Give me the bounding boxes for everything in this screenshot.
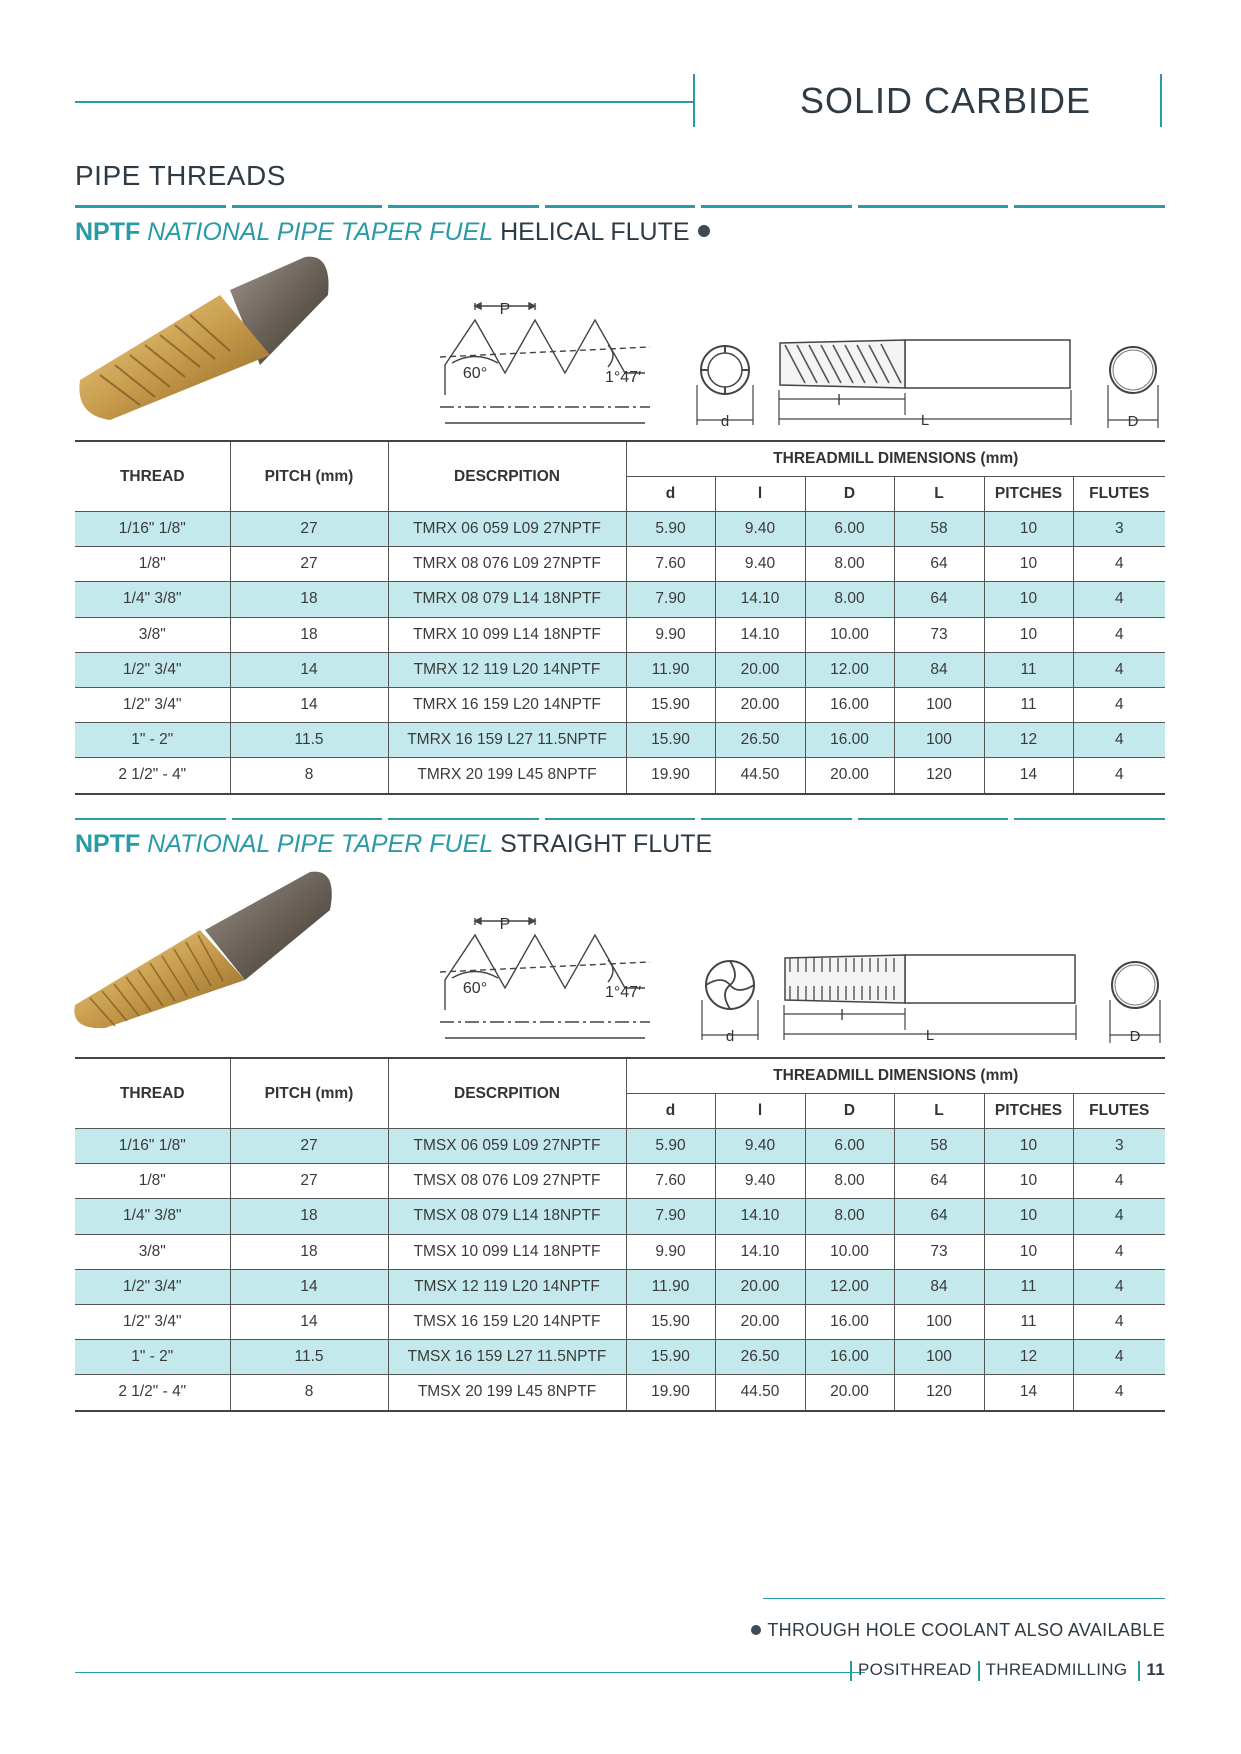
- section-2-title: [75, 830, 712, 859]
- cell-L: 100: [894, 723, 984, 758]
- cell-d: 7.90: [626, 582, 715, 617]
- cell-thread: 2 1/2" - 4": [118, 1383, 187, 1401]
- section-2-title-italic: NATIONAL PIPE TAPER FUEL: [147, 830, 494, 858]
- straight-table-body: [75, 1129, 1165, 1411]
- cell-d: 7.60: [626, 1164, 715, 1199]
- footer: [844, 1660, 1165, 1681]
- cell-d: 15.90: [626, 1340, 715, 1375]
- cell-d: 5.90: [626, 512, 715, 547]
- cell-L: 64: [894, 547, 984, 582]
- header-L: L: [894, 477, 984, 512]
- header-dimensions: THREADMILL DIMENSIONS (mm): [626, 1058, 1165, 1094]
- footer-sep: [978, 1661, 980, 1681]
- cell-L: 64: [894, 1164, 984, 1199]
- footer-rule: [75, 1672, 865, 1673]
- table-row: [75, 1375, 1165, 1411]
- cell-D: 16.00: [805, 723, 894, 758]
- cell-pitches: 10: [984, 1199, 1073, 1234]
- cell-flutes: 4: [1073, 1269, 1165, 1304]
- cell-d: 15.90: [626, 687, 715, 722]
- cell-flutes: 4: [1073, 652, 1165, 687]
- label-L-2: L: [925, 1027, 935, 1044]
- cell-flutes: 4: [1073, 1304, 1165, 1339]
- cell-L: 120: [894, 758, 984, 794]
- straight-flute-table: [75, 1057, 1165, 1412]
- coolant-dot-icon: [751, 1625, 761, 1635]
- cell-L: 73: [894, 1234, 984, 1269]
- cell-D: 8.00: [805, 1164, 894, 1199]
- section-rule: [75, 205, 1165, 209]
- cell-L: 120: [894, 1375, 984, 1411]
- tool-end-view-2: [700, 955, 760, 1045]
- header-flutes: FLUTES: [1073, 477, 1165, 512]
- label-L: L: [920, 412, 930, 429]
- cell-l: 9.40: [715, 1164, 805, 1199]
- footnote: [751, 1620, 1165, 1641]
- section-1-title: [75, 218, 710, 247]
- cell-description: TMRX 16 159 L27 11.5NPTF: [388, 723, 626, 758]
- section-title: PIPE THREADS: [75, 160, 286, 191]
- cell-description: TMSX 20 199 L45 8NPTF: [388, 1375, 626, 1411]
- shank-end-view-2: [1105, 955, 1165, 1045]
- cell-flutes: 4: [1073, 1164, 1165, 1199]
- cell-flutes: 4: [1073, 1234, 1165, 1269]
- cell-pitches: 10: [984, 1129, 1073, 1164]
- tool-side-view-2: [780, 950, 1090, 1045]
- cell-thread: 1" - 2": [75, 1340, 230, 1375]
- cell-l: 26.50: [715, 723, 805, 758]
- cell-thread: 2 1/2" - 4": [118, 766, 187, 784]
- cell-D: 16.00: [805, 1304, 894, 1339]
- cell-description: TMRX 16 159 L20 14NPTF: [388, 687, 626, 722]
- table-row: [75, 1304, 1165, 1339]
- cell-L: 84: [894, 1269, 984, 1304]
- table-row: [75, 547, 1165, 582]
- cell-L: 73: [894, 617, 984, 652]
- table-row: [75, 1129, 1165, 1164]
- cell-l: 20.00: [715, 687, 805, 722]
- cell-pitches: 10: [984, 1234, 1073, 1269]
- cell-flutes: 3: [1073, 1129, 1165, 1164]
- cell-thread: 1/8": [138, 1172, 166, 1190]
- cell-pitch: 27: [230, 512, 388, 547]
- header-pitch: PITCH (mm): [230, 441, 388, 512]
- cell-pitches: 14: [984, 1375, 1073, 1411]
- cell-description: TMSX 06 059 L09 27NPTF: [388, 1129, 626, 1164]
- cell-D: 16.00: [805, 687, 894, 722]
- cell-l: 20.00: [715, 1304, 805, 1339]
- cell-pitch: 11.5: [230, 1340, 388, 1375]
- cell-l: 9.40: [715, 512, 805, 547]
- cell-flutes: 4: [1073, 1199, 1165, 1234]
- cell-D: 20.00: [805, 1375, 894, 1411]
- cell-description: TMRX 20 199 L45 8NPTF: [388, 758, 626, 794]
- table-row: [75, 1164, 1165, 1199]
- header-D: D: [805, 1094, 894, 1129]
- cell-pitches: 11: [984, 652, 1073, 687]
- table-row: [75, 617, 1165, 652]
- section-2-title-bold: NPTF: [75, 830, 141, 858]
- label-d: d: [720, 413, 730, 430]
- section-1-title-italic: NATIONAL PIPE TAPER FUEL: [147, 218, 494, 246]
- cell-pitches: 10: [984, 582, 1073, 617]
- cell-pitch: 18: [230, 1234, 388, 1269]
- cell-L: 64: [894, 582, 984, 617]
- cell-thread: 1/16" 1/8": [75, 1129, 230, 1164]
- cell-pitches: 10: [984, 547, 1073, 582]
- cell-description: TMSX 08 076 L09 27NPTF: [388, 1164, 626, 1199]
- page-number: 11: [1146, 1660, 1165, 1679]
- cell-pitches: 14: [984, 758, 1073, 794]
- cell-L: 58: [894, 1129, 984, 1164]
- table-row: [75, 758, 1165, 794]
- cell-L: 58: [894, 512, 984, 547]
- cell-flutes: 4: [1073, 1340, 1165, 1375]
- header-divider: [693, 74, 695, 127]
- label-taper-2: 1°47′: [605, 984, 642, 1001]
- label-D: D: [1127, 413, 1139, 430]
- cell-flutes: 4: [1073, 617, 1165, 652]
- thread-profile-diagram-1: [430, 295, 660, 430]
- cell-description: TMRX 08 076 L09 27NPTF: [388, 547, 626, 582]
- footer-category: THREADMILLING: [985, 1660, 1128, 1679]
- cell-l: 14.10: [715, 1234, 805, 1269]
- cell-thread: 1/8": [138, 555, 166, 573]
- cell-D: 6.00: [805, 512, 894, 547]
- cell-L: 100: [894, 1340, 984, 1375]
- header-rule-left: [75, 101, 693, 103]
- cell-D: 12.00: [805, 652, 894, 687]
- cell-description: TMSX 16 159 L27 11.5NPTF: [388, 1340, 626, 1375]
- cell-pitches: 11: [984, 687, 1073, 722]
- cell-pitches: 11: [984, 1269, 1073, 1304]
- label-l: l: [837, 392, 841, 409]
- cell-l: 9.40: [715, 547, 805, 582]
- cell-description: TMSX 10 099 L14 18NPTF: [388, 1234, 626, 1269]
- cell-pitch: 14: [230, 687, 388, 722]
- table-row: [75, 582, 1165, 617]
- label-d-2: d: [725, 1028, 735, 1045]
- cell-d: 11.90: [626, 652, 715, 687]
- cell-description: TMSX 12 119 L20 14NPTF: [388, 1269, 626, 1304]
- header-description: DESCRPITION: [388, 441, 626, 512]
- cell-pitch: 14: [230, 1269, 388, 1304]
- helical-tool-image: [70, 255, 330, 430]
- header-D: D: [805, 477, 894, 512]
- cell-d: 19.90: [626, 758, 715, 794]
- cell-D: 16.00: [805, 1340, 894, 1375]
- header-thread: THREAD: [119, 467, 185, 485]
- table-row: [75, 1234, 1165, 1269]
- cell-D: 10.00: [805, 1234, 894, 1269]
- cell-D: 10.00: [805, 617, 894, 652]
- cell-d: 15.90: [626, 1304, 715, 1339]
- cell-flutes: 4: [1073, 758, 1165, 794]
- cell-thread: 1/2" 3/4": [75, 652, 230, 687]
- cell-l: 14.10: [715, 617, 805, 652]
- cell-l: 14.10: [715, 582, 805, 617]
- label-pitch: P: [499, 301, 511, 318]
- cell-pitch: 27: [230, 1164, 388, 1199]
- cell-thread: 1/4" 3/8": [75, 1199, 230, 1234]
- shank-end-view-1: [1103, 340, 1163, 430]
- header-dimensions: THREADMILL DIMENSIONS (mm): [626, 441, 1165, 477]
- cell-l: 20.00: [715, 1269, 805, 1304]
- cell-l: 44.50: [715, 1375, 805, 1411]
- cell-thread: 1" - 2": [75, 723, 230, 758]
- section-1-title-rest: HELICAL FLUTE: [500, 218, 690, 246]
- cell-L: 100: [894, 687, 984, 722]
- header-pitch: PITCH (mm): [230, 1058, 388, 1129]
- footer-brand: POSITHREAD: [858, 1660, 972, 1679]
- label-pitch-2: P: [499, 916, 511, 933]
- cell-pitches: 11: [984, 1304, 1073, 1339]
- cell-d: 9.90: [626, 1234, 715, 1269]
- cell-d: 11.90: [626, 1269, 715, 1304]
- footer-sep: [850, 1661, 852, 1681]
- table-row: [75, 1269, 1165, 1304]
- header-d: d: [626, 1094, 715, 1129]
- cell-flutes: 4: [1073, 547, 1165, 582]
- table-row: [75, 723, 1165, 758]
- table-row: [75, 1340, 1165, 1375]
- cell-description: TMSX 16 159 L20 14NPTF: [388, 1304, 626, 1339]
- cell-description: TMRX 10 099 L14 18NPTF: [388, 617, 626, 652]
- straight-tool-image: [70, 870, 335, 1035]
- cell-thread: 1/2" 3/4": [75, 1269, 230, 1304]
- footer-sep: [1138, 1661, 1140, 1681]
- cell-flutes: 4: [1073, 687, 1165, 722]
- cell-flutes: 4: [1073, 582, 1165, 617]
- cell-thread: 1/2" 3/4": [123, 1313, 182, 1331]
- cell-description: TMRX 08 079 L14 18NPTF: [388, 582, 626, 617]
- label-l-2: l: [840, 1007, 844, 1024]
- coolant-dot-icon: [698, 225, 710, 237]
- cell-D: 8.00: [805, 547, 894, 582]
- cell-l: 20.00: [715, 652, 805, 687]
- cell-d: 9.90: [626, 617, 715, 652]
- cell-thread: 1/16" 1/8": [75, 512, 230, 547]
- cell-D: 8.00: [805, 1199, 894, 1234]
- tool-side-view-1: [775, 335, 1085, 430]
- footnote-rule: [763, 1598, 1165, 1599]
- label-angle-2: 60°: [462, 980, 488, 997]
- cell-d: 5.90: [626, 1129, 715, 1164]
- cell-pitch: 14: [230, 652, 388, 687]
- cell-pitch: 14: [230, 1304, 388, 1339]
- cell-pitch: 18: [230, 1199, 388, 1234]
- cell-pitch: 27: [230, 547, 388, 582]
- cell-l: 44.50: [715, 758, 805, 794]
- label-angle: 60°: [462, 365, 488, 382]
- cell-l: 9.40: [715, 1129, 805, 1164]
- cell-d: 19.90: [626, 1375, 715, 1411]
- table-row: [75, 687, 1165, 722]
- cell-pitch: 18: [230, 617, 388, 652]
- section-1-title-bold: NPTF: [75, 218, 141, 246]
- cell-flutes: 4: [1073, 723, 1165, 758]
- header-thread: THREAD: [119, 1084, 185, 1102]
- table-row: [75, 652, 1165, 687]
- table-row: [75, 512, 1165, 547]
- header-l: l: [715, 477, 805, 512]
- cell-pitches: 10: [984, 512, 1073, 547]
- header-L: L: [894, 1094, 984, 1129]
- cell-L: 84: [894, 652, 984, 687]
- cell-pitch: 8: [230, 758, 388, 794]
- cell-pitch: 18: [230, 582, 388, 617]
- cell-flutes: 4: [1073, 1375, 1165, 1411]
- cell-L: 100: [894, 1304, 984, 1339]
- cell-l: 26.50: [715, 1340, 805, 1375]
- cell-pitches: 10: [984, 1164, 1073, 1199]
- helical-flute-table: [75, 440, 1165, 795]
- cell-thread: 1/2" 3/4": [123, 696, 182, 714]
- cell-D: 20.00: [805, 758, 894, 794]
- tool-end-view-1: [695, 340, 755, 430]
- cell-d: 15.90: [626, 723, 715, 758]
- cell-pitch: 27: [230, 1129, 388, 1164]
- header-l: l: [715, 1094, 805, 1129]
- cell-flutes: 3: [1073, 512, 1165, 547]
- cell-description: TMSX 08 079 L14 18NPTF: [388, 1199, 626, 1234]
- cell-pitch: 11.5: [230, 723, 388, 758]
- cell-D: 8.00: [805, 582, 894, 617]
- section-2-title-rest: STRAIGHT FLUTE: [500, 830, 713, 858]
- cell-pitches: 10: [984, 617, 1073, 652]
- cell-description: TMRX 06 059 L09 27NPTF: [388, 512, 626, 547]
- cell-pitches: 12: [984, 723, 1073, 758]
- table-row: [75, 1199, 1165, 1234]
- cell-D: 6.00: [805, 1129, 894, 1164]
- cell-L: 64: [894, 1199, 984, 1234]
- cell-thread: 3/8": [138, 1242, 166, 1260]
- helical-table-body: [75, 512, 1165, 794]
- header-flutes: FLUTES: [1073, 1094, 1165, 1129]
- cell-d: 7.60: [626, 547, 715, 582]
- cell-D: 12.00: [805, 1269, 894, 1304]
- cell-description: TMRX 12 119 L20 14NPTF: [388, 652, 626, 687]
- label-taper: 1°47′: [605, 369, 642, 386]
- cell-l: 14.10: [715, 1199, 805, 1234]
- page-header-title: SOLID CARBIDE: [800, 80, 1092, 121]
- cell-pitch: 8: [230, 1375, 388, 1411]
- thread-profile-diagram-2: [430, 910, 660, 1045]
- header-description: DESCRPITION: [388, 1058, 626, 1129]
- header-pitches: PITCHES: [984, 477, 1073, 512]
- label-D-2: D: [1129, 1028, 1141, 1045]
- cell-thread: 3/8": [138, 625, 166, 643]
- header-pitches: PITCHES: [984, 1094, 1073, 1129]
- cell-thread: 1/4" 3/8": [75, 582, 230, 617]
- cell-pitches: 12: [984, 1340, 1073, 1375]
- section-2-rule: [75, 818, 1165, 822]
- cell-d: 7.90: [626, 1199, 715, 1234]
- footnote-text: THROUGH HOLE COOLANT ALSO AVAILABLE: [767, 1620, 1165, 1640]
- header-divider-right: [1160, 74, 1162, 127]
- header-d: d: [626, 477, 715, 512]
